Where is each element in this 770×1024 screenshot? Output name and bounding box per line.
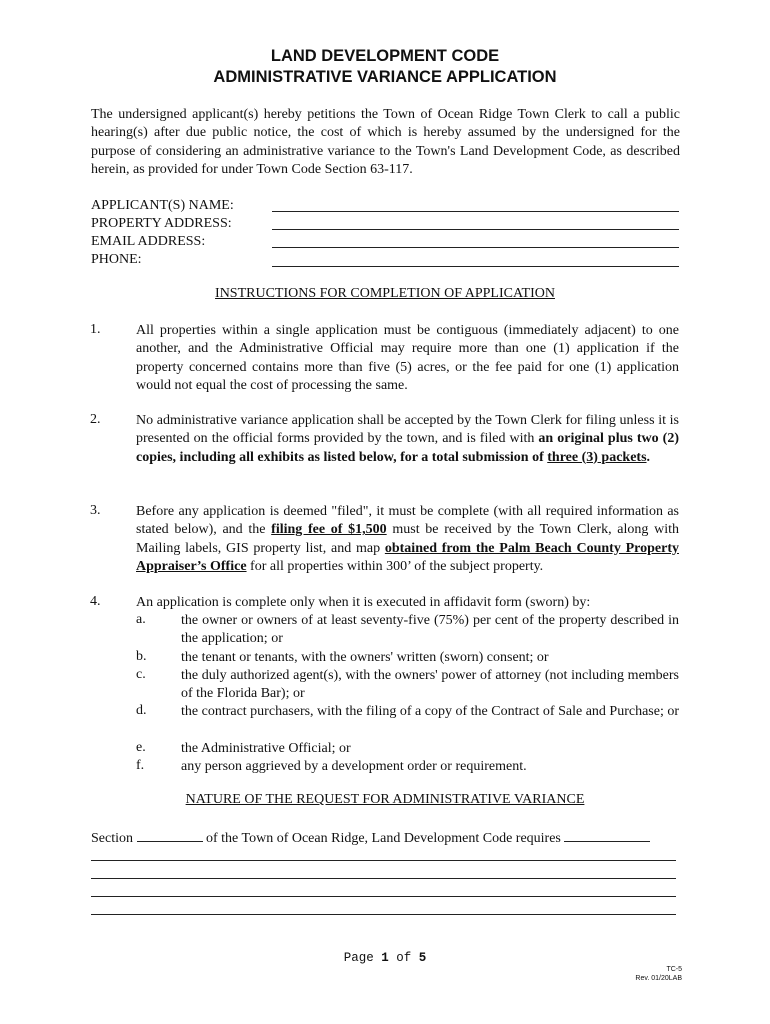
item-2-text-a: No administrative variance application shall be accepted by the Town Clerk for filing unless it is presented on the official forms provided by the town, and is filed with <box>136 413 679 447</box>
instruction-item-1: All properties within a single application must be contiguous (immediately adjacent) to one another, and the Administrative Official may require more than one (1) application if the property concerned contains more than five (5) acres, or the fee paid for one (1) application would not equal the cost of processing the same. <box>136 323 679 393</box>
applicant-name-field[interactable] <box>272 211 679 212</box>
instructions-heading: INSTRUCTIONS FOR COMPLETION OF APPLICATION <box>215 286 555 301</box>
section-line <box>91 828 650 847</box>
item-3-text-c: must be received by the Town Clerk, along with Mailing labels, GIS property list, and map <box>136 522 679 556</box>
sub-item-text-d: the contract purchasers, with the filing of a copy of the Contract of Sale and Purchase; or <box>181 704 680 719</box>
email-address-field[interactable] <box>272 247 679 248</box>
sub-item-text-b: the tenant or tenants, with the owners' written (sworn) consent; or <box>181 650 549 665</box>
sub-item-letter-d: d. <box>136 703 147 718</box>
section-number-field[interactable] <box>137 828 203 842</box>
item-number-3: 3. <box>90 503 101 518</box>
document-title-line-2: ADMINISTRATIVE VARIANCE APPLICATION <box>213 68 557 86</box>
item-2-text-packets: three (3) packets <box>547 449 647 465</box>
item-2-text-bold: an original plus two (2) copies, including all exhibits as listed below, for a total submission of <box>136 431 679 465</box>
request-description-line-1[interactable] <box>91 860 676 861</box>
sub-item-text-e: the Administrative Official; or <box>181 741 351 756</box>
item-number-2: 2. <box>90 412 101 427</box>
item-number-1: 1. <box>90 322 101 337</box>
sub-item-text-a: the owner or owners of at least seventy-five (75%) per cent of the property described in the application; or <box>181 613 679 647</box>
phone-field[interactable] <box>272 266 679 267</box>
document-title-line-1: LAND DEVELOPMENT CODE <box>270 47 500 65</box>
sub-item-letter-a: a. <box>136 612 146 627</box>
page-current: 1 <box>381 951 389 965</box>
item-3-appraiser-office: obtained from the Palm Beach County Property Appraiser’s Office <box>136 540 679 574</box>
request-description-line-4[interactable] <box>91 914 676 915</box>
intro-paragraph: The undersigned applicant(s) hereby petitions the Town of Ocean Ridge Town Clerk to call a public hearing(s) after due public notice, the cost of which is hereby assumed by the undersigned for the purpose of considering an administrative variance to the Town's Land Development Code, as described herein, as provided for under Town Code Section 63-117. <box>91 107 680 177</box>
sub-item-letter-f: f. <box>136 758 145 773</box>
sub-item-letter-b: b. <box>136 649 147 664</box>
of-word: of <box>396 951 412 965</box>
requirement-field[interactable] <box>564 828 650 842</box>
revision-label: Rev. 01/20LAB <box>635 975 682 982</box>
request-description-line-2[interactable] <box>91 878 676 879</box>
instruction-item-3 <box>136 503 679 576</box>
sub-item-letter-c: c. <box>136 667 146 682</box>
page-word: Page <box>343 951 374 965</box>
page-total: 5 <box>418 951 427 965</box>
section-prefix: Section <box>91 831 133 846</box>
form-code: TC-5 <box>666 966 682 973</box>
item-2-text-end: . <box>646 449 651 465</box>
nature-of-request-heading: NATURE OF THE REQUEST FOR ADMINISTRATIVE VARIANCE <box>185 792 585 807</box>
property-address-label: PROPERTY ADDRESS: <box>91 216 232 231</box>
sub-item-text-c: the duly authorized agent(s), with the owners' power of attorney (not including members of the Florida Bar); or <box>181 668 679 702</box>
phone-label: PHONE: <box>91 252 142 267</box>
item-number-4: 4. <box>90 594 101 609</box>
instruction-item-2 <box>136 412 679 467</box>
sub-item-text-f: any person aggrieved by a development order or requirement. <box>181 759 527 774</box>
item-3-text-e: for all properties within 300’ of the subject property. <box>246 558 544 574</box>
applicant-name-label: APPLICANT(S) NAME: <box>91 198 234 213</box>
instruction-item-4: An application is complete only when it is executed in affidavit form (sworn) by: <box>136 595 591 610</box>
request-description-line-3[interactable] <box>91 896 676 897</box>
page-number-footer <box>0 951 770 965</box>
property-address-field[interactable] <box>272 229 679 230</box>
item-3-text-a: Before any application is deemed "filed", it must be complete (with all required information as stated below), and the <box>136 504 679 538</box>
sub-item-letter-e: e. <box>136 740 146 755</box>
email-address-label: EMAIL ADDRESS: <box>91 234 206 249</box>
section-middle-text: of the Town of Ocean Ridge, Land Development Code requires <box>206 831 561 846</box>
item-3-filing-fee: filing fee of $1,500 <box>271 522 387 538</box>
